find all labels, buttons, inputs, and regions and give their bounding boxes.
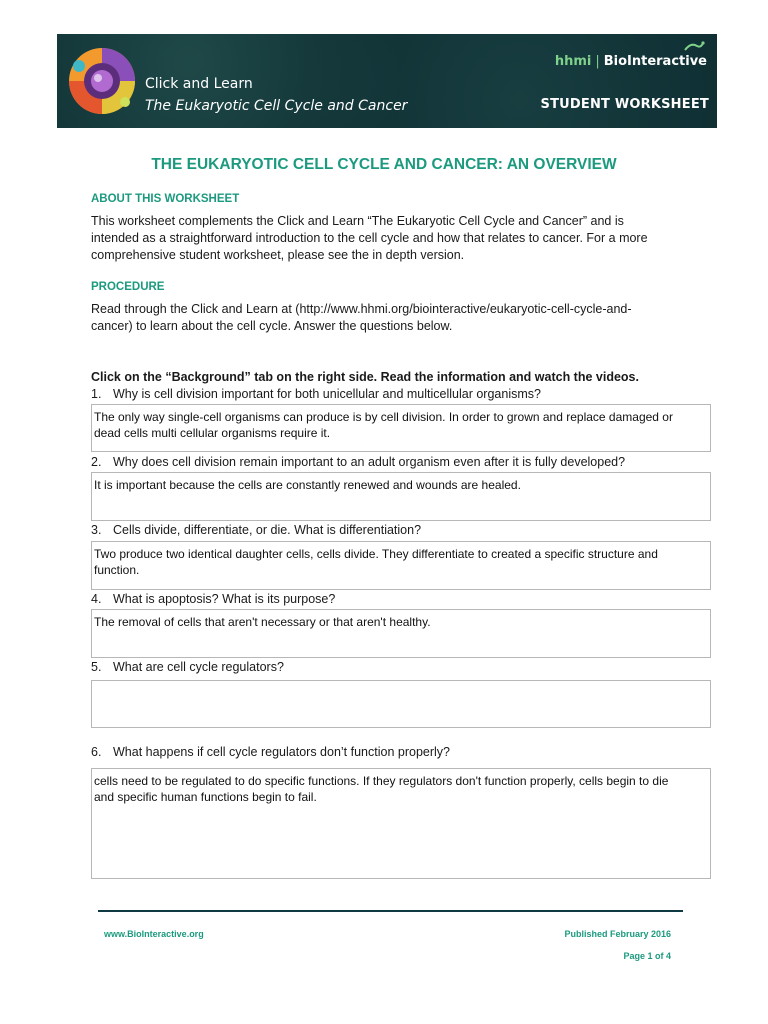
question-6: [91, 745, 450, 759]
question-number: 6.: [91, 745, 102, 759]
question-text: What are cell cycle regulators?: [113, 660, 284, 674]
answer-box-3[interactable]: [91, 541, 711, 590]
footer-website-link[interactable]: www.BioInteractive.org: [104, 929, 204, 939]
answer-line: function.: [94, 563, 140, 577]
header-line-1: Click and Learn: [145, 76, 253, 92]
brand-logo: [555, 54, 707, 69]
brand-name: BioInteractive: [603, 54, 707, 69]
about-heading: ABOUT THIS WORKSHEET: [91, 193, 240, 205]
about-line-1: This worksheet complements the Click and Learn “The Eukaryotic Cell Cycle and Cancer” and is: [91, 214, 624, 228]
answer-line: The removal of cells that aren't necessary or that aren't healthy.: [94, 615, 431, 629]
question-number: 3.: [91, 523, 102, 537]
question-number: 4.: [91, 592, 102, 606]
answer-box-1[interactable]: [91, 404, 711, 452]
answer-line: The only way single-cell organisms can produce is by cell division. In order to grown and replace damaged or: [94, 410, 673, 424]
gecko-logo-icon: [683, 40, 705, 54]
procedure-line-2: cancer) to learn about the cell cycle. Answer the questions below.: [91, 319, 453, 333]
question-1: [91, 387, 541, 401]
worksheet-label: STUDENT WORKSHEET: [540, 97, 709, 112]
footer-page-number: Page 1 of 4: [623, 951, 671, 961]
about-line-2: intended as a straightforward introduction to the cell cycle and how that relates to cancer. For a more: [91, 231, 648, 245]
answer-box-6[interactable]: [91, 768, 711, 879]
procedure-line-1: Read through the Click and Learn at (http://www.hhmi.org/biointeractive/eukaryotic-cell-cycle-and-: [91, 302, 632, 316]
question-3: [91, 523, 421, 537]
brand-hhmi: hhmi: [554, 54, 592, 69]
footer-published-date: Published February 2016: [564, 929, 671, 939]
answer-line: dead cells multi cellular organisms require it.: [94, 426, 331, 440]
header-line-2: The Eukaryotic Cell Cycle and Cancer: [145, 98, 408, 114]
cell-cycle-logo-icon: [65, 44, 139, 118]
background-instruction: Click on the “Background” tab on the right side. Read the information and watch the videos.: [91, 370, 639, 384]
question-4: [91, 592, 335, 606]
brand-separator: |: [595, 54, 600, 69]
question-text: Why does cell division remain important to an adult organism even after it is fully developed?: [113, 455, 626, 469]
answer-line: and specific human functions begin to fail.: [94, 790, 317, 804]
header-banner: [57, 34, 717, 128]
about-paragraph: [91, 213, 691, 264]
answer-line: Two produce two identical daughter cells, cells divide. They differentiate to created a specific structure and: [94, 547, 658, 561]
about-line-3: comprehensive student worksheet, please see the in depth version.: [91, 248, 465, 262]
answer-box-4[interactable]: [91, 609, 711, 658]
question-text: Cells divide, differentiate, or die. What is differentiation?: [113, 523, 422, 537]
procedure-paragraph: [91, 301, 691, 335]
question-number: 1.: [91, 387, 102, 401]
question-text: Why is cell division important for both unicellular and multicellular organisms?: [113, 387, 541, 401]
question-text: What happens if cell cycle regulators don’t function properly?: [113, 745, 450, 759]
footer-divider: [98, 910, 683, 912]
question-number: 2.: [91, 455, 102, 469]
answer-box-2[interactable]: [91, 472, 711, 521]
question-2: [91, 455, 625, 469]
procedure-heading: PROCEDURE: [91, 281, 165, 293]
question-text: What is apoptosis? What is its purpose?: [113, 592, 336, 606]
page-title: THE EUKARYOTIC CELL CYCLE AND CANCER: AN OVERVIEW: [151, 156, 617, 173]
answer-line: cells need to be regulated to do specific functions. If they regulators don't function properly, cells begin to die: [94, 774, 669, 788]
question-5: [91, 660, 284, 674]
answer-line: It is important because the cells are constantly renewed and wounds are healed.: [94, 478, 521, 492]
answer-box-5[interactable]: [91, 680, 711, 728]
question-number: 5.: [91, 660, 102, 674]
